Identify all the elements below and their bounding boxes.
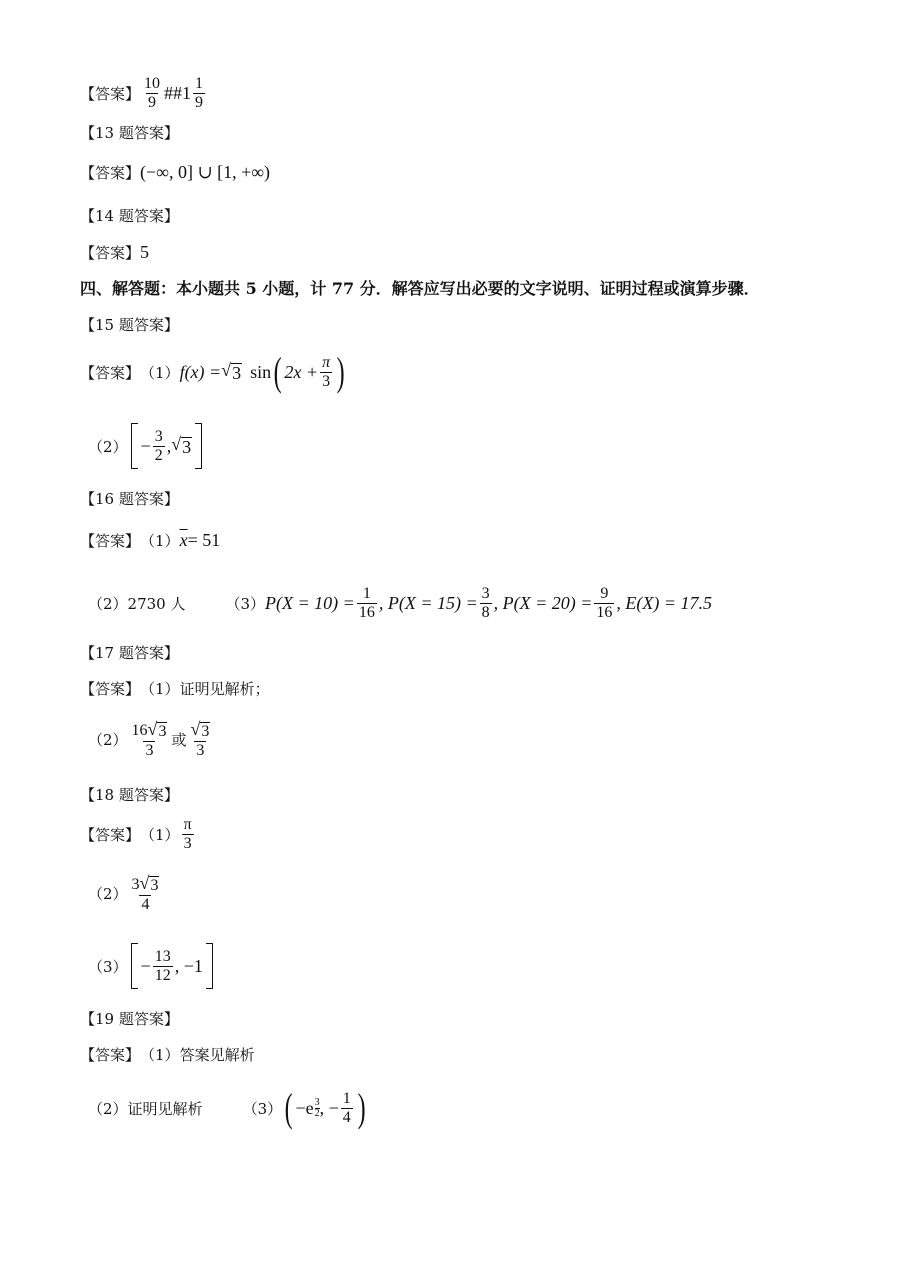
part-answer: 2730 人 — [127, 594, 186, 613]
q17-title — [80, 642, 179, 663]
question-title: 【19 题答案】 — [80, 1010, 179, 1028]
q18-part2-math — [128, 874, 164, 913]
q13-answer-line — [80, 162, 270, 183]
separator: ## — [164, 82, 183, 103]
interval-end: , −1 — [174, 955, 203, 976]
q17-part1 — [80, 678, 270, 699]
numerator: 10 — [144, 75, 161, 92]
q19-part3-math — [282, 1085, 368, 1130]
radical-sign: √ — [171, 433, 182, 454]
numerator: 3 — [314, 1096, 320, 1108]
denominator: 3 — [183, 834, 192, 852]
left-paren: ( — [273, 349, 282, 394]
q18-part2 — [88, 874, 163, 913]
q14-answer-line — [80, 242, 149, 263]
fraction — [142, 75, 162, 111]
answer-label: 【答案】 — [80, 1046, 141, 1064]
numerator: 13 — [154, 947, 171, 965]
part-label: （2） — [88, 437, 128, 456]
radicand: 3 — [232, 362, 242, 383]
answer-label: 【答案】 — [80, 244, 141, 262]
q18-part3-math — [128, 943, 216, 989]
denominator: 16 — [358, 603, 375, 621]
radical-sign: √ — [221, 359, 232, 380]
radicand: 3 — [201, 723, 210, 740]
numerator: π — [322, 353, 331, 371]
numerator: 9 — [600, 585, 609, 602]
denominator: 16 — [596, 603, 613, 621]
q18-part1 — [80, 816, 196, 852]
numerator: 1 — [195, 75, 204, 92]
minus-sign: − — [140, 435, 151, 456]
denominator: 3 — [145, 741, 154, 759]
answer-label: 【答案】 — [80, 825, 141, 844]
q19-title — [80, 1008, 179, 1029]
q15-part2-math — [128, 423, 206, 469]
q18-part3 — [88, 943, 216, 989]
part-label: （3） — [242, 1099, 283, 1118]
right-paren: ) — [336, 349, 345, 394]
question-title: 【13 题答案】 — [80, 124, 179, 142]
numerator: 1 — [342, 1089, 351, 1107]
mean-symbol: $\overline{x}$ — [179, 530, 188, 550]
mean-value: = 51 — [187, 530, 221, 550]
q17-part2 — [88, 720, 214, 759]
denominator: 12 — [154, 966, 171, 984]
numerator — [188, 720, 212, 741]
q15-part1-math — [179, 349, 348, 394]
left-paren: ( — [284, 1085, 293, 1130]
q18-part1-math — [180, 816, 196, 852]
fraction — [193, 75, 205, 111]
function-name: sin — [250, 361, 272, 382]
fraction — [182, 816, 194, 852]
answer-label: 【答案】 — [80, 164, 141, 182]
sqrt — [148, 720, 168, 741]
argument: 2x + — [284, 361, 319, 382]
fraction — [594, 585, 614, 621]
part-answer: 证明见解析； — [179, 680, 270, 698]
sqrt — [140, 874, 160, 895]
question-title: 【17 题答案】 — [80, 644, 179, 662]
sqrt — [190, 720, 210, 741]
fraction — [130, 720, 170, 759]
denominator: 2 — [154, 446, 163, 464]
q14-answer-math: 5 — [140, 242, 150, 262]
prob-expr: , P(X = 20) = — [493, 592, 593, 613]
q13-title — [80, 122, 179, 143]
part-label: （2） — [88, 885, 128, 904]
q15-title — [80, 314, 179, 335]
part-label: （1） — [140, 532, 180, 550]
q16-title — [80, 488, 179, 509]
q18-title — [80, 784, 179, 805]
denominator: 3 — [196, 741, 205, 759]
exp-base: −e — [295, 1097, 314, 1118]
q15-part2 — [88, 423, 205, 469]
part-label: （3） — [225, 594, 266, 613]
radical-sign: √ — [190, 719, 201, 739]
answer-label: 【答案】 — [80, 84, 141, 103]
numerator — [130, 720, 170, 741]
coefficient: 3 — [131, 876, 140, 893]
coefficient: 16 — [131, 722, 148, 739]
numerator: π — [183, 816, 192, 833]
part-label: （3） — [88, 957, 128, 976]
left-bracket — [131, 423, 138, 469]
numerator: 1 — [362, 585, 371, 602]
denominator: 9 — [148, 93, 157, 111]
minus-sign: − — [140, 955, 151, 976]
q16-part1-math — [180, 530, 221, 551]
denominator: 4 — [141, 895, 150, 913]
fraction — [153, 428, 165, 464]
fraction — [341, 1090, 353, 1126]
prob-expr: P(X = 10) = — [265, 592, 355, 613]
q16-part2-3 — [88, 585, 712, 621]
q19-part2-3 — [88, 1085, 368, 1130]
answer-label: 【答案】 — [80, 363, 141, 382]
comma-minus: , − — [319, 1097, 339, 1118]
right-bracket — [195, 423, 202, 469]
part-answer: 证明见解析 — [127, 1099, 203, 1118]
part-label: （2） — [88, 731, 128, 750]
part-label: （1） — [140, 680, 180, 698]
radical-sign: √ — [139, 873, 150, 893]
sqrt — [221, 361, 242, 384]
fraction — [320, 354, 332, 390]
answer-label: 【答案】 — [80, 532, 141, 550]
expectation-expr: , E(X) = 17.5 — [616, 592, 713, 613]
denominator: 4 — [342, 1108, 351, 1126]
part-answer: 答案见解析 — [179, 1046, 255, 1064]
sqrt — [171, 435, 192, 458]
radical-sign: √ — [147, 719, 158, 739]
prob-expr: , P(X = 15) = — [378, 592, 478, 613]
numerator: 3 — [481, 585, 490, 602]
q16-part1 — [80, 530, 220, 551]
answer-label: 【答案】 — [80, 680, 141, 698]
numerator — [130, 874, 162, 895]
denominator: 9 — [195, 93, 204, 111]
left-bracket — [131, 943, 138, 989]
part-label: （2） — [88, 1099, 128, 1118]
fraction — [480, 585, 492, 621]
question-title: 【16 题答案】 — [80, 490, 179, 508]
part-label: （2） — [88, 594, 128, 613]
section-heading — [80, 276, 760, 299]
right-bracket — [206, 943, 213, 989]
radicand: 3 — [182, 436, 192, 457]
section-heading-text: 四、解答题：本小题共 5 小题，计 77 分．解答应写出必要的文字说明、证明过程或演算步骤． — [80, 279, 760, 298]
fraction — [130, 874, 162, 913]
q17-part2-math — [128, 720, 215, 759]
q13-answer-math: (−∞, 0] ∪ [1, +∞) — [140, 162, 271, 182]
question-title: 【14 题答案】 — [80, 207, 179, 225]
part-label: （1） — [140, 1046, 180, 1064]
radicand: 3 — [158, 723, 167, 740]
q15-part1 — [80, 349, 347, 394]
comma: , — [166, 435, 172, 456]
whole-number: 1 — [182, 82, 192, 103]
q19-part1 — [80, 1044, 255, 1065]
question-title: 【15 题答案】 — [80, 316, 179, 334]
right-paren: ) — [357, 1085, 366, 1130]
question-title: 【18 题答案】 — [80, 786, 179, 804]
numerator: 3 — [154, 427, 163, 445]
q14-title — [80, 205, 179, 226]
denominator: 8 — [481, 603, 490, 621]
fraction — [357, 585, 377, 621]
denominator: 2 — [314, 1107, 320, 1119]
q12-answer-line — [80, 75, 207, 111]
fraction — [188, 720, 212, 759]
q12-answer-math — [140, 75, 207, 111]
or-word: 或 — [171, 733, 187, 750]
part-label: （1） — [140, 825, 180, 844]
fraction — [153, 948, 173, 984]
function-lhs: f(x) = — [179, 361, 222, 382]
denominator: 3 — [322, 372, 331, 390]
q16-part3-math — [265, 585, 712, 621]
radicand: 3 — [150, 877, 159, 894]
part-label: （1） — [140, 363, 180, 382]
